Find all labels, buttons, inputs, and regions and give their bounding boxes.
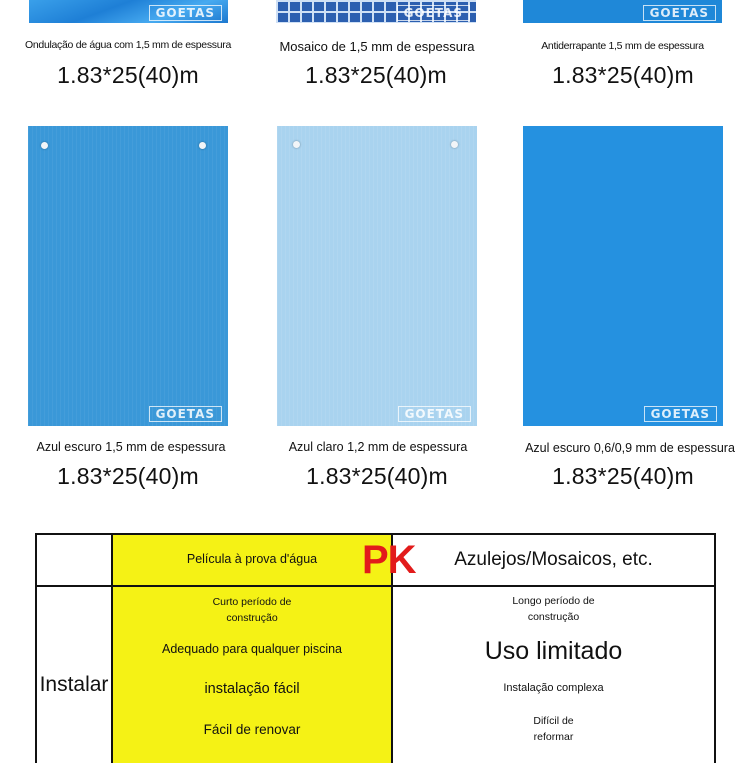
tiles-point: Difícil de — [533, 715, 574, 727]
table-border — [714, 533, 716, 763]
table-border — [35, 585, 716, 587]
watermark-logo: GOETAS — [149, 5, 222, 21]
product-size: 1.83*25(40)m — [57, 463, 199, 489]
table-border — [35, 533, 37, 763]
watermark-logo: GOETAS — [398, 406, 471, 422]
product-size: 1.83*25(40)m — [306, 463, 448, 489]
product-caption: Mosaico de 1,5 mm de espessura — [279, 39, 475, 54]
film-point: Curto período de — [212, 596, 292, 608]
grommet-hole — [199, 142, 206, 149]
pk-label: PK — [362, 538, 416, 582]
tiles-point-emphasis: Uso limitado — [484, 637, 623, 665]
product-size: 1.83*25(40)m — [552, 62, 694, 88]
watermark-logo: GOETAS — [644, 406, 717, 422]
watermark-logo: GOETAS — [643, 5, 716, 21]
watermark-logo: GOETAS — [397, 5, 470, 21]
film-header: Película à prova d'água — [186, 552, 318, 566]
swatch-dark-blue-thin — [523, 126, 723, 426]
tiles-header: Azulejos/Mosaicos, etc. — [454, 549, 653, 570]
comparison-table — [35, 533, 716, 763]
swatch-light-blue — [277, 126, 477, 426]
row-label-install: Instalar — [39, 673, 109, 696]
product-size: 1.83*25(40)m — [57, 62, 199, 88]
film-point: Fácil de renovar — [203, 722, 301, 737]
grommet-hole — [293, 141, 300, 148]
product-caption: Azul escuro 0,6/0,9 mm de espessura — [525, 441, 735, 455]
film-point: construção — [226, 612, 278, 624]
tiles-point: Instalação complexa — [503, 682, 604, 694]
swatch-mosaic — [276, 0, 476, 23]
product-size: 1.83*25(40)m — [305, 62, 447, 88]
swatch-dark-blue — [28, 126, 228, 426]
watermark-logo: GOETAS — [149, 406, 222, 422]
grommet-hole — [451, 141, 458, 148]
tiles-point: reformar — [533, 731, 574, 743]
film-point: Adequado para qualquer piscina — [162, 642, 342, 656]
swatch-water-ripple — [29, 0, 228, 23]
product-caption: Antiderrapante 1,5 mm de espessura — [541, 40, 704, 52]
film-point: instalação fácil — [204, 681, 300, 697]
product-size: 1.83*25(40)m — [552, 463, 694, 489]
product-caption: Ondulação de água com 1,5 mm de espessura — [25, 39, 231, 51]
swatch-antislip — [523, 0, 722, 23]
grommet-hole — [41, 142, 48, 149]
product-caption: Azul claro 1,2 mm de espessura — [288, 440, 468, 454]
tiles-point: construção — [527, 611, 580, 623]
product-caption: Azul escuro 1,5 mm de espessura — [36, 440, 226, 454]
tiles-point: Longo período de — [512, 595, 595, 607]
